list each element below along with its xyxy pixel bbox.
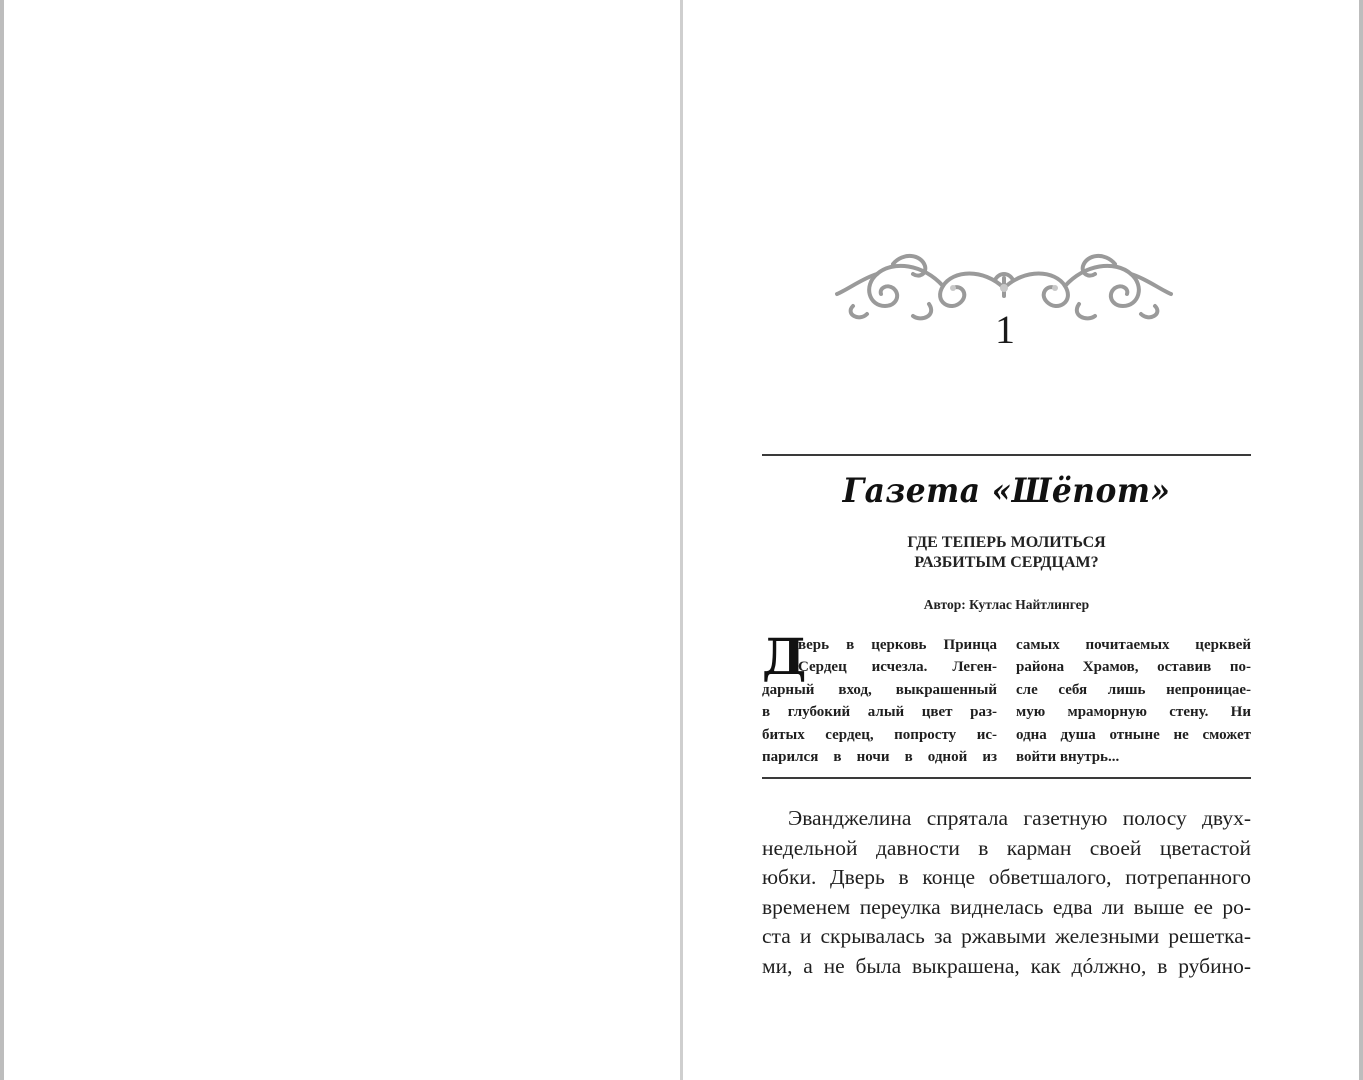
body-line: юбки. Дверь в конце обветшалого, потрепанного: [762, 865, 1251, 890]
newspaper-title: Газета «Шёпот»: [842, 471, 1171, 511]
article-headline: [762, 533, 1251, 573]
left-page-blank: [4, 0, 680, 1080]
column-line: района Храмов, оставив по-: [1016, 659, 1251, 676]
drop-cap-letter: Д: [762, 627, 807, 686]
article-left-column: [762, 627, 997, 768]
column-line: мую мраморную стену. Ни: [1016, 704, 1251, 721]
body-line: Эванджелина спрятала газетную полосу двух-: [788, 806, 1251, 830]
column-line: в глубокий алый цвет раз-: [762, 704, 997, 721]
article-byline: Автор: Кутлас Найтлингер: [923, 597, 1090, 612]
column-line: Сердец исчезла. Леген-: [798, 659, 997, 676]
chapter-body-text: [762, 804, 1251, 982]
article-top-rule: [762, 454, 1251, 456]
right-page-edge: [1359, 0, 1363, 1080]
body-line: недельной давности в карман своей цветастой: [762, 835, 1251, 860]
body-line: ми, а не была выкрашена, как дóлжно, в рубино-: [762, 953, 1251, 978]
column-line: битых сердец, попросту ис-: [762, 726, 997, 743]
body-line: ста и скрывалась за ржавыми железными решетка-: [762, 924, 1251, 949]
column-line: верь в церковь Принца: [798, 637, 997, 653]
column-line: парился в ночи в одной из: [762, 748, 997, 765]
article-right-column: [1016, 634, 1251, 768]
column-line: одна душа отныне не сможет: [1016, 726, 1251, 743]
column-line: дарный вход, выкрашенный: [762, 681, 997, 698]
column-line: сле себя лишь непроницае-: [1016, 681, 1251, 698]
headline-line: РАЗБИТЫМ СЕРДЦАМ?: [914, 554, 1099, 571]
column-line: самых почитаемых церквей: [1016, 637, 1251, 653]
headline-line: ГДЕ ТЕПЕРЬ МОЛИТЬСЯ: [907, 534, 1106, 551]
body-line: временем переулка виднелась едва ли выше ее ро-: [762, 894, 1251, 919]
right-page: [683, 0, 1359, 1080]
column-line: войти внутрь...: [1016, 748, 1120, 765]
chapter-number: 1: [995, 307, 1015, 352]
article-bottom-rule: [762, 777, 1251, 779]
